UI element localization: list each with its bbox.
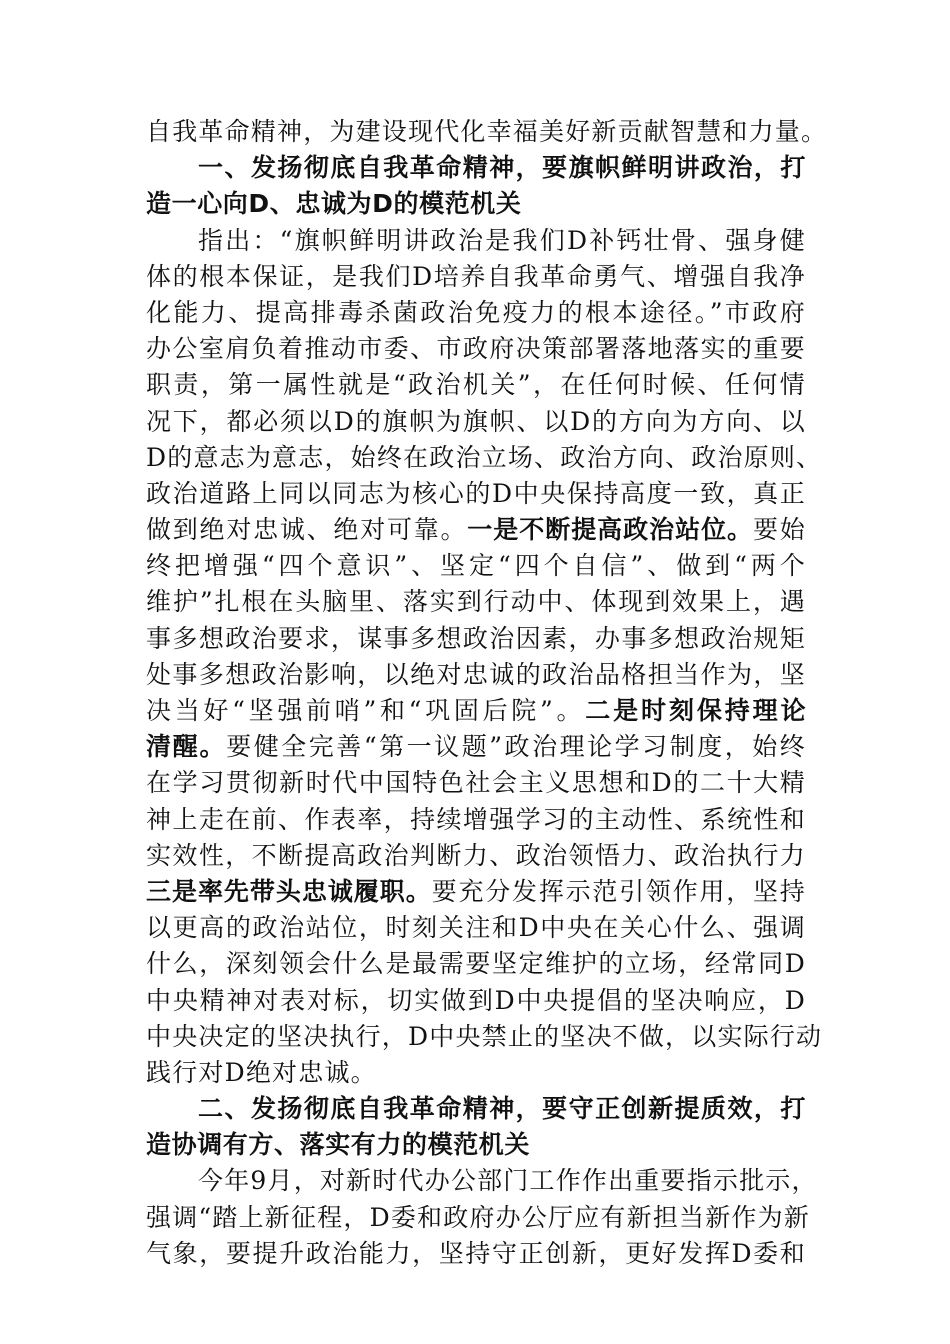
paragraph-line: 中央精神对表对标，切实做到D中央提倡的坚决响应，D [146,985,806,1015]
paragraph-line [146,693,806,729]
text-run: 要充分发挥示范引领作用，坚持 [431,876,806,906]
section-heading-line: 造协调有方、落实有力的模范机关 [146,1130,531,1160]
bold-phrase: 二是时刻保持理论 [585,696,806,725]
paragraph-line: 在学习贯彻新时代中国特色社会主义思想和D的二十大精 [146,768,806,798]
paragraph-line: 以更高的政治站位，时刻关注和D中央在关心什么、强调 [146,913,806,943]
section-heading-line: 造一心向D、忠诚为D的模范机关 [146,189,522,219]
bold-phrase: 三是率先带头忠诚履职。 [146,876,432,906]
paragraph-line [146,729,806,765]
paragraph-line: 体的根本保证，是我们D培养自我革命勇气、增强自我净 [146,261,806,291]
paragraph-line: 化能力、提高排毒杀菌政治免疫力的根本途径。”市政府 [146,297,806,327]
paragraph-line: 维护”扎根在头脑里、落实到行动中、体现到效果上，遇 [146,587,806,617]
paragraph-line: 践行对D绝对忠诚。 [146,1057,377,1087]
document-body [146,114,828,1272]
paragraph-line: 职责，第一属性就是“政治机关”，在任何时候、任何情 [146,370,806,400]
paragraph-line: 强调“踏上新征程，D委和政府办公厅应有新担当新作为新 [146,1202,811,1232]
text-run: 决当好“坚强前哨”和“巩固后院”。 [146,696,586,725]
paragraph-line: 气象，要提升政治能力，坚持守正创新，更好发挥D委和 [146,1238,806,1268]
paragraph-line: 实效性，不断提高政治判断力、政治领悟力、政治执行力 [146,840,806,870]
paragraph-line: 终把增强“四个意识”、坚定“四个自信”、做到“两个 [146,551,806,581]
text-run: 做到绝对忠诚、绝对可靠。 [146,515,468,545]
paragraph-line: 中央决定的坚决执行，D中央禁止的坚决不做，以实际行动 [146,1021,823,1051]
paragraph-line: 今年9月，对新时代办公部门工作作出重要指示批示， [198,1166,818,1196]
paragraph-line: 况下，都必须以D的旗帜为旗帜、以D的方向为方向、以 [146,406,806,436]
paragraph-line: 指出：“旗帜鲜明讲政治是我们D补钙壮骨、强身健 [198,225,806,255]
paragraph-line: 事多想政治要求，谋事多想政治因素，办事多想政治规矩 [146,623,806,653]
paragraph-line: 自我革命精神，为建设现代化幸福美好新贡献智慧和力量。 [146,117,828,146]
paragraph-line: 神上走在前、作表率，持续增强学习的主动性、系统性和 [146,804,806,834]
bold-phrase: 一是不断提高政治站位。 [467,515,754,545]
bold-phrase: 清醒。 [146,732,227,762]
paragraph-line: 处事多想政治影响，以绝对忠诚的政治品格担当作为，坚 [146,659,806,689]
paragraph-line [146,512,806,548]
text-run: 要始 [753,515,806,545]
section-heading-line: 二、发扬彻底自我革命精神，要守正创新提质效，打 [198,1094,806,1124]
text-run: 要健全完善“第一议题”政治理论学习制度，始终 [226,732,807,762]
section-heading-line: 一、发扬彻底自我革命精神，要旗帜鲜明讲政治，打 [198,153,806,183]
paragraph-line: 政治道路上同以同志为核心的D中央保持高度一致，真正 [146,478,806,508]
paragraph-line: 办公室肩负着推动市委、市政府决策部署落地落实的重要 [146,334,806,364]
paragraph-line: D的意志为意志，始终在政治立场、政治方向、政治原则、 [146,442,823,472]
paragraph-line [146,874,806,910]
paragraph-line: 什么，深刻领会什么是最需要坚定维护的立场，经常同D [146,949,806,979]
